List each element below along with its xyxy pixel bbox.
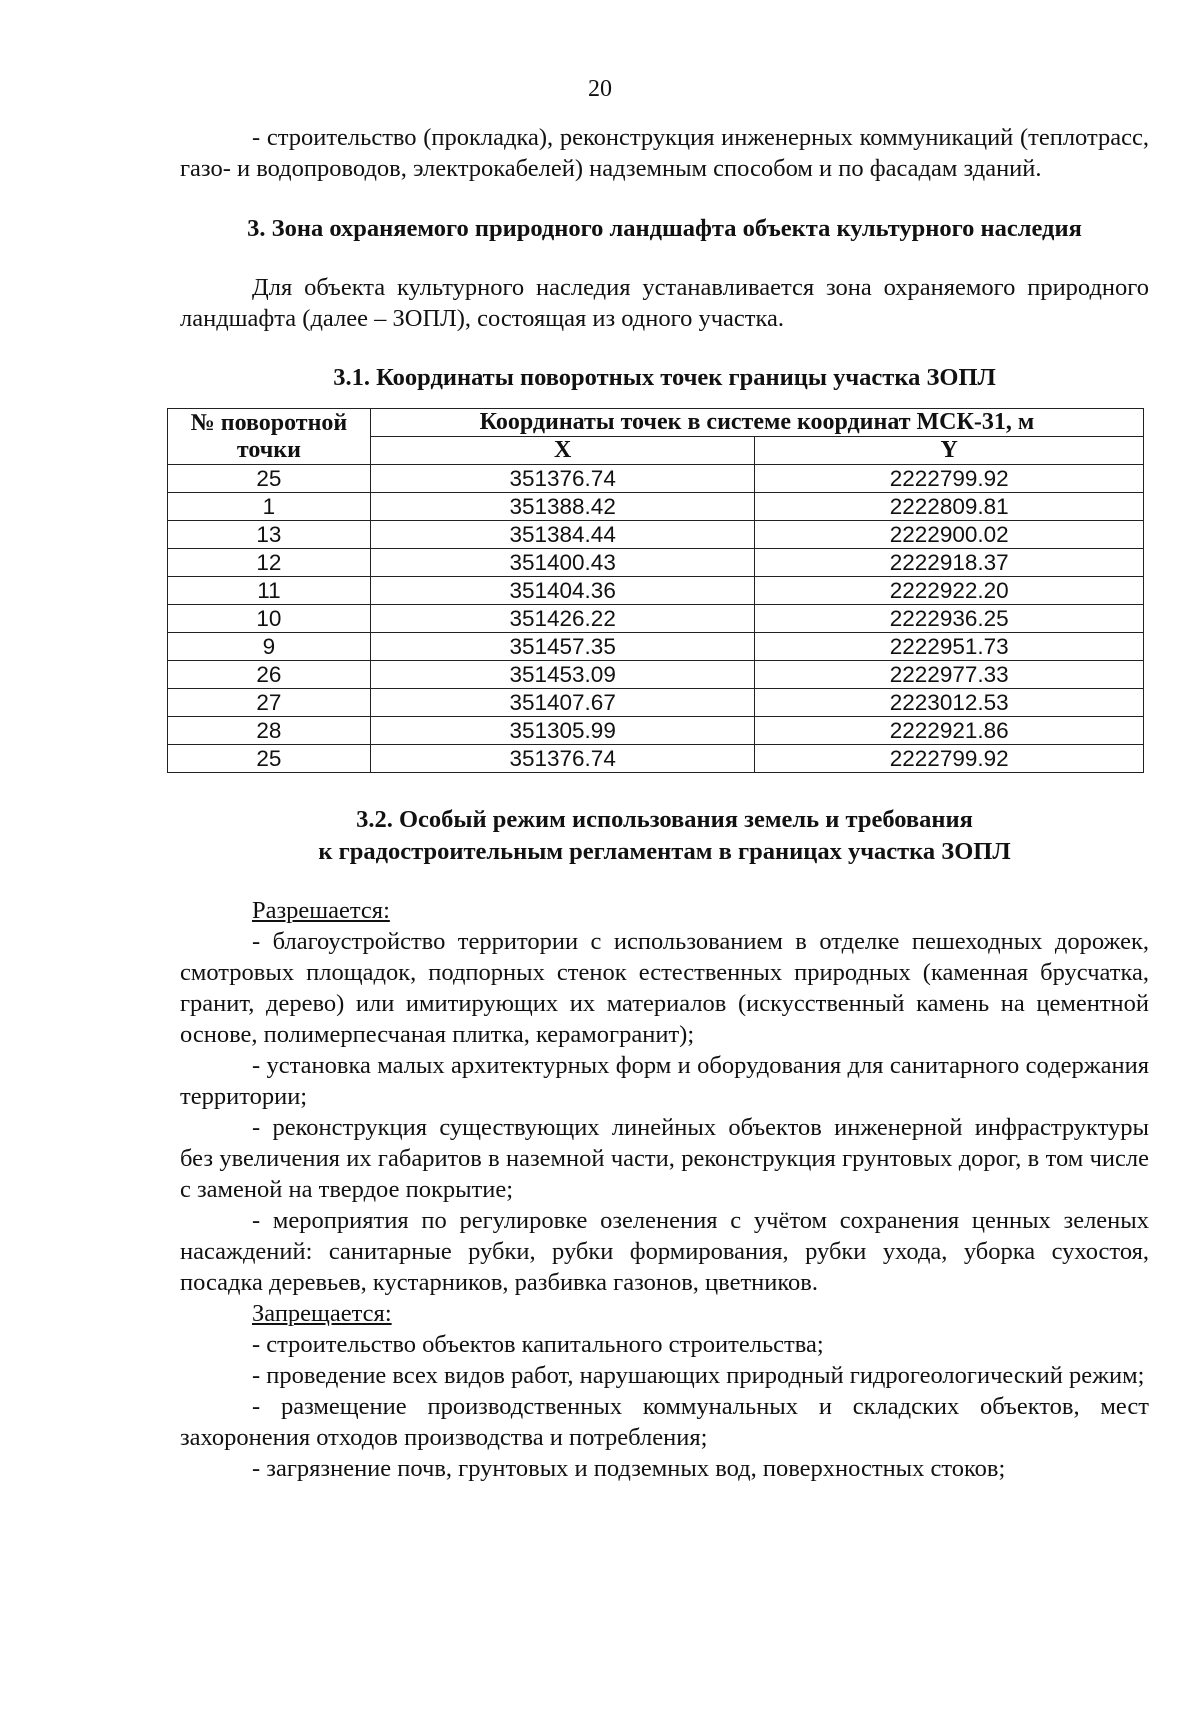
y-coordinate-cell: 2222809.81 (755, 493, 1144, 521)
x-coordinate-cell: 351407.67 (370, 689, 755, 717)
point-number-cell: 11 (168, 577, 371, 605)
allowed-label: Разрешается: (252, 897, 390, 924)
point-number-cell: 10 (168, 605, 371, 633)
intro-paragraph: - строительство (прокладка), реконструкция инженерных коммуникаций (теплотрасс, газо- и водопроводов, электрокабелей) надземным способом и по фасадам зданий. (180, 124, 1149, 182)
x-coordinate-cell: 351376.74 (370, 465, 755, 493)
x-coordinate-cell: 351376.74 (370, 745, 755, 773)
allowed-label-para (180, 895, 1149, 926)
x-coordinate-cell: 351384.44 (370, 521, 755, 549)
point-number-header: № поворотной точки (168, 409, 371, 465)
table-row (168, 605, 1144, 633)
section-3-2-title-line1: 3.2. Особый режим использования земель и требования (356, 806, 973, 833)
point-number-cell: 12 (168, 549, 371, 577)
x-coordinate-cell: 351305.99 (370, 717, 755, 745)
prohibited-item: - размещение производственных коммунальных и складских объектов, мест захоронения отходов производства и потребления; (180, 1393, 1149, 1451)
table-row (168, 493, 1144, 521)
section-3-1-title: 3.1. Координаты поворотных точек границы участка ЗОПЛ (333, 364, 996, 391)
prohibited-label-para (180, 1298, 1149, 1329)
coordinates-table (167, 408, 1144, 773)
point-number-cell: 25 (168, 465, 371, 493)
table-row (168, 465, 1144, 493)
y-header: Y (755, 437, 1144, 465)
table-row (168, 689, 1144, 717)
y-coordinate-cell: 2222918.37 (755, 549, 1144, 577)
prohibited-label: Запрещается: (252, 1300, 392, 1327)
allowed-item: - реконструкция существующих линейных объектов инженерной инфраструктуры без увеличения их габаритов в наземной части, реконструкция грунтовых дорог, в том числе с заменой на твердое покрытие; (180, 1114, 1149, 1203)
coords-system-header: Координаты точек в системе координат МСК-31, м (370, 409, 1143, 437)
y-coordinate-cell: 2222951.73 (755, 633, 1144, 661)
page-number: 20 (588, 76, 612, 102)
allowed-item: - мероприятия по регулировке озеленения с учётом сохранения ценных зеленых насаждений: санитарные рубки, рубки формирования, рубки ухода, уборка сухостоя, посадка деревьев, кустарников, разбивка газонов, цветников. (180, 1207, 1149, 1296)
section-3-2-title-line2: к градостроительным регламентам в границах участка ЗОПЛ (318, 838, 1011, 865)
prohibited-item: - строительство объектов капитального строительства; (252, 1331, 824, 1358)
point-number-cell: 28 (168, 717, 371, 745)
section-3-paragraph: Для объекта культурного наследия устанавливается зона охраняемого природного ландшафта (далее – ЗОПЛ), состоящая из одного участка. (180, 274, 1149, 332)
prohibited-item: - проведение всех видов работ, нарушающих природный гидрогеологический режим; (252, 1362, 1145, 1389)
table-row (168, 549, 1144, 577)
x-header: X (370, 437, 755, 465)
point-number-cell: 25 (168, 745, 371, 773)
table-row (168, 521, 1144, 549)
y-coordinate-cell: 2222799.92 (755, 465, 1144, 493)
point-number-cell: 1 (168, 493, 371, 521)
y-coordinate-cell: 2222921.86 (755, 717, 1144, 745)
x-coordinate-cell: 351404.36 (370, 577, 755, 605)
table-row (168, 745, 1144, 773)
y-coordinate-cell: 2222977.33 (755, 661, 1144, 689)
x-coordinate-cell: 351453.09 (370, 661, 755, 689)
section-3-title: 3. Зона охраняемого природного ландшафта объекта культурного наследия (247, 215, 1082, 242)
y-coordinate-cell: 2222922.20 (755, 577, 1144, 605)
point-number-cell: 13 (168, 521, 371, 549)
table-row (168, 633, 1144, 661)
table-row (168, 577, 1144, 605)
y-coordinate-cell: 2223012.53 (755, 689, 1144, 717)
x-coordinate-cell: 351457.35 (370, 633, 755, 661)
allowed-item: - установка малых архитектурных форм и оборудования для санитарного содержания территории; (180, 1052, 1149, 1110)
prohibited-item: - загрязнение почв, грунтовых и подземных вод, поверхностных стоков; (252, 1455, 1006, 1482)
x-coordinate-cell: 351400.43 (370, 549, 755, 577)
page-content (180, 122, 1149, 1484)
allowed-item: - благоустройство территории с использованием в отделке пешеходных дорожек, смотровых площадок, подпорных стенок естественных природных (каменная брусчатка, гранит, дерево) или имитирующих их материалов (искусственный камень на цементной основе, полимерпесчаная плитка, керамогранит); (180, 928, 1149, 1048)
point-number-cell: 27 (168, 689, 371, 717)
coordinates-table-body (168, 465, 1144, 773)
y-coordinate-cell: 2222900.02 (755, 521, 1144, 549)
y-coordinate-cell: 2222936.25 (755, 605, 1144, 633)
point-number-cell: 26 (168, 661, 371, 689)
y-coordinate-cell: 2222799.92 (755, 745, 1144, 773)
x-coordinate-cell: 351426.22 (370, 605, 755, 633)
table-row (168, 717, 1144, 745)
table-row (168, 661, 1144, 689)
x-coordinate-cell: 351388.42 (370, 493, 755, 521)
point-number-cell: 9 (168, 633, 371, 661)
